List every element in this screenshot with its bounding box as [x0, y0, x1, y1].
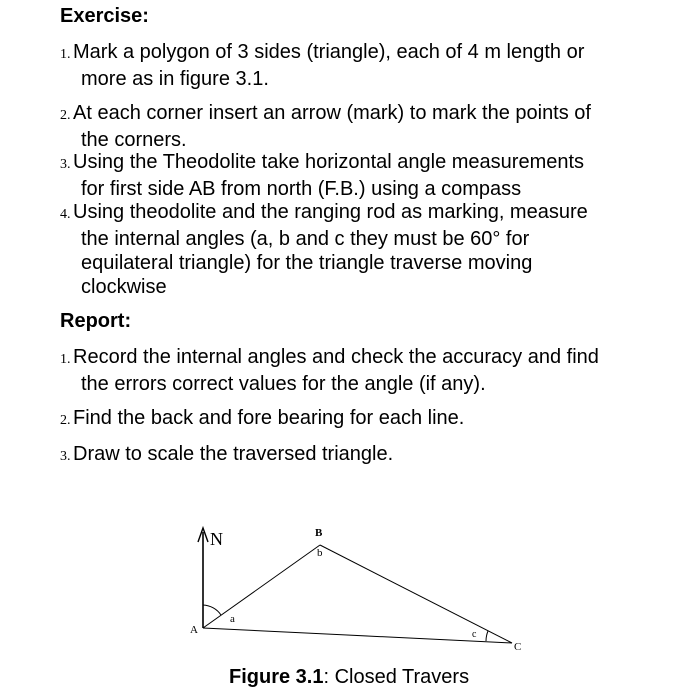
- item-text: Draw to scale the traversed triangle.: [73, 443, 394, 465]
- item-text: Mark a polygon of 3 sides (triangle), each of 4 m length or: [73, 41, 585, 63]
- list-number: 4.: [60, 207, 71, 222]
- vertex-label-c: C: [514, 641, 522, 653]
- figure-caption: [229, 666, 469, 689]
- list-number: 1.: [60, 352, 71, 367]
- list-number: 1.: [60, 47, 71, 62]
- side-bc: [320, 545, 512, 643]
- exercise-heading: Exercise:: [60, 5, 149, 27]
- item-text: Find the back and fore bearing for each line.: [73, 407, 465, 429]
- item-text-cont: the errors correct values for the angle (if any).: [81, 373, 486, 395]
- list-number: 2.: [60, 108, 71, 123]
- item-text-cont: the internal angles (a, b and c they must be 60° for: [81, 228, 530, 250]
- item-text: Record the internal angles and check the accuracy and find: [73, 346, 599, 368]
- report-heading: Report:: [60, 310, 132, 332]
- angle-label-a: a: [230, 613, 235, 625]
- caption-bold: Figure 3.1: [229, 666, 324, 688]
- vertex-label-b: B: [315, 527, 323, 539]
- item-text: Using theodolite and the ranging rod as marking, measure: [73, 201, 588, 223]
- item-text-cont: equilateral triangle) for the triangle traverse moving: [81, 252, 533, 274]
- item-text-cont: more as in figure 3.1.: [81, 68, 269, 90]
- angle-label-b: b: [317, 547, 323, 559]
- item-text: Using the Theodolite take horizontal angle measurements: [73, 151, 585, 173]
- item-text-cont: for first side AB from north (F.B.) using a compass: [81, 178, 522, 200]
- list-number: 3.: [60, 449, 71, 464]
- angle-arc-north: [203, 605, 221, 615]
- side-ac: [203, 628, 512, 643]
- item-text-cont: the corners.: [81, 129, 187, 151]
- side-ab: [203, 545, 320, 628]
- item-text-cont: clockwise: [81, 276, 167, 298]
- angle-label-c: c: [472, 629, 477, 640]
- list-number: 2.: [60, 413, 71, 428]
- item-text: At each corner insert an arrow (mark) to mark the points of: [73, 102, 591, 124]
- list-number: 3.: [60, 157, 71, 172]
- north-label: N: [210, 529, 223, 549]
- caption-text: : Closed Travers: [323, 666, 470, 688]
- angle-arc-c: [486, 631, 488, 641]
- vertex-label-a: A: [190, 624, 198, 636]
